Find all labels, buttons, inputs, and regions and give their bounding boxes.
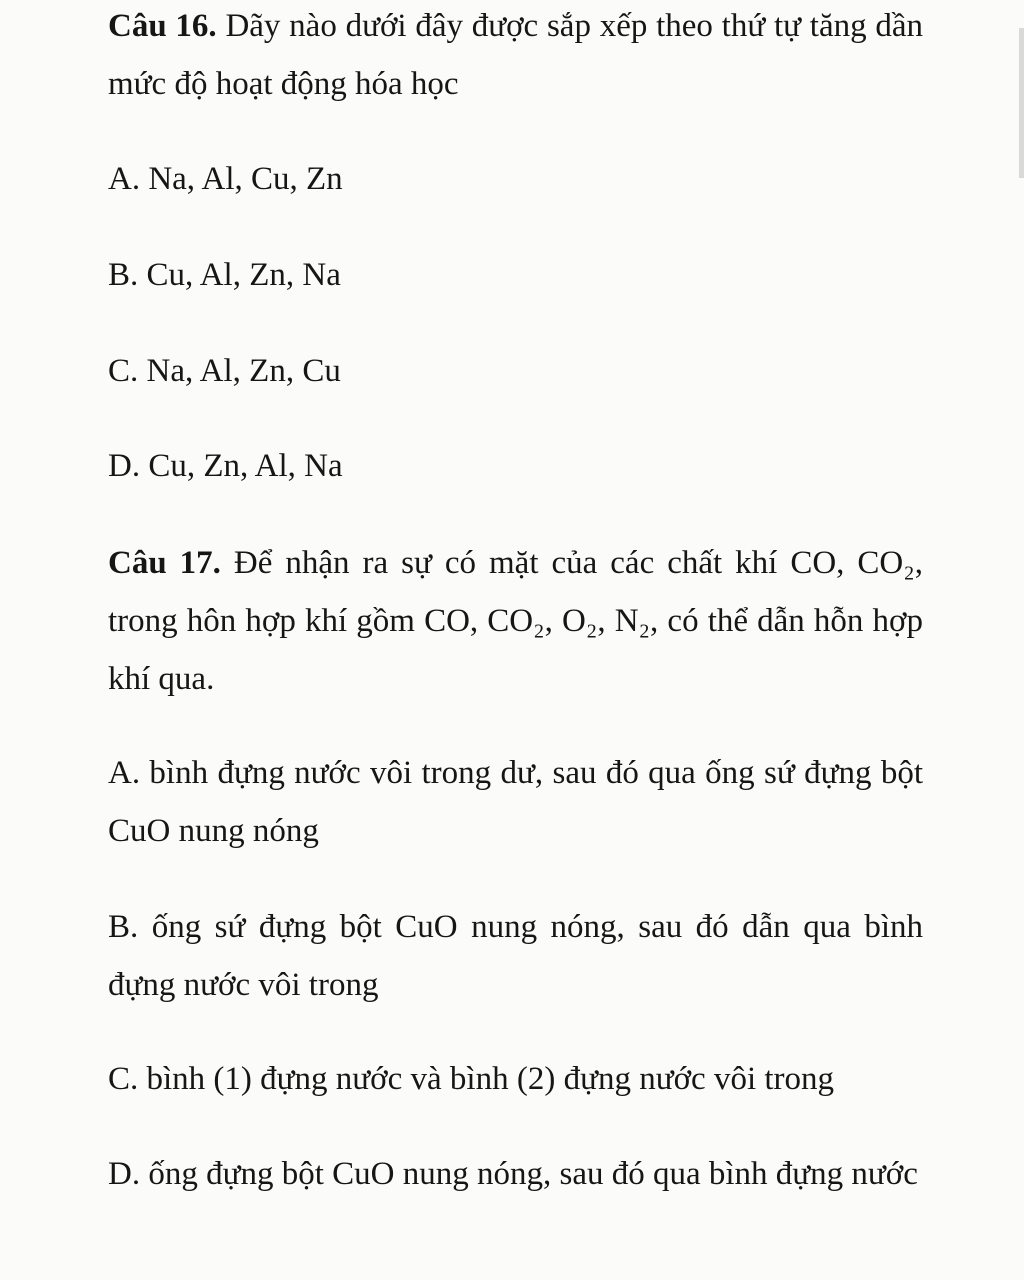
question-17	[108, 534, 923, 708]
question-16	[108, 0, 923, 113]
question-17-option-b: B. ống sứ đựng bột CuO nung nóng, sau đó dẫn qua bình đựng nước vôi trong	[108, 909, 923, 1003]
question-16-option-c: C. Na, Al, Zn, Cu	[108, 353, 341, 389]
question-16-text: Dãy nào dưới đây được sắp xếp theo thứ tự tăng dần mức độ hoạt động hóa học	[108, 8, 923, 102]
question-17-option-d: D. ống đựng bột CuO nung nóng, sau đó qua bình đựng nước	[108, 1156, 918, 1192]
question-17-option-c: C. bình (1) đựng nước và bình (2) đựng nước vôi trong	[108, 1061, 835, 1097]
scrollbar-thumb[interactable]	[1019, 28, 1024, 178]
question-17-option-a: A. bình đựng nước vôi trong dư, sau đó qua ống sứ đựng bột CuO nung nóng	[108, 755, 923, 849]
question-16-option-a: A. Na, Al, Cu, Zn	[108, 161, 343, 197]
question-16-option-b: B. Cu, Al, Zn, Na	[108, 257, 341, 293]
question-17-label: Câu 17.	[108, 545, 221, 581]
question-17-text: Để nhận ra sự có mặt của các chất khí CO, CO₂, trong hôn hợp khí gồm CO, CO₂, O₂, N₂, có thể dẫn hỗn hợp khí qua.	[108, 545, 923, 697]
question-16-option-d: D. Cu, Zn, Al, Na	[108, 448, 343, 484]
question-16-label: Câu 16.	[108, 8, 217, 44]
